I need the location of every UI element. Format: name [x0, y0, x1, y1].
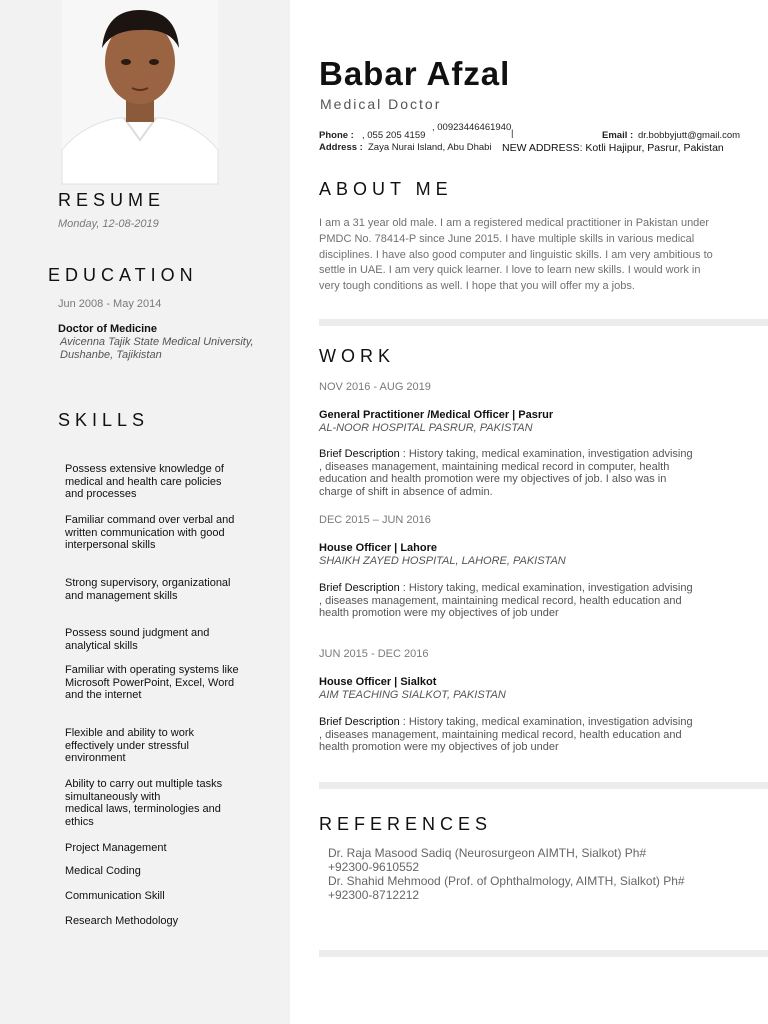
- education-heading: EDUCATION: [48, 265, 198, 285]
- phone-number-1: , 055 205 4159: [362, 130, 426, 141]
- job-organization: SHAIKH ZAYED HOSPITAL, LAHORE, PAKISTAN: [319, 555, 566, 567]
- job-title: House Officer | Lahore: [319, 542, 437, 554]
- resume-heading: RESUME: [58, 190, 166, 210]
- job-description: [319, 582, 694, 620]
- resume-date: Monday, 12-08-2019: [58, 218, 159, 230]
- education-degree: Doctor of Medicine: [58, 323, 158, 335]
- skill-item: Project Management: [65, 842, 167, 854]
- skill-item: Possess sound judgment and analytical skills: [65, 627, 210, 652]
- new-address: NEW ADDRESS: Kotli Hajipur, Pasrur, Pakistan: [502, 142, 724, 154]
- section-divider: [319, 319, 768, 326]
- section-divider: [319, 782, 768, 789]
- references-heading: REFERENCES: [319, 814, 493, 834]
- email-value[interactable]: dr.bobbyjutt@gmail.com: [638, 130, 741, 141]
- job-period: DEC 2015 – JUN 2016: [319, 514, 431, 526]
- skill-item: Medical Coding: [65, 865, 141, 877]
- job-period: JUN 2015 - DEC 2016: [319, 648, 429, 660]
- address-value: Zaya Nurai Island, Abu Dhabi: [368, 142, 492, 153]
- skills-heading: SKILLS: [58, 410, 150, 430]
- skill-item: medical laws, terminologies and ethics: [65, 803, 221, 828]
- profile-photo: [62, 0, 218, 184]
- address-label: Address :: [319, 142, 363, 153]
- phone-number-2: , 00923446461940: [432, 122, 512, 133]
- job-title: House Officer | Sialkot: [319, 676, 437, 688]
- job-description-text: : History taking, medical examination, investigation advising , diseases management, maintaining medical record, health education and health promotion were my objectives of job under: [319, 582, 693, 619]
- job-description-text: : History taking, medical examination, investigation advising , diseases management, maintaining medical record in computer, health education and health promotion were my objectives of job. I also was in charge of shift in absence of admin.: [319, 448, 693, 498]
- job-description: [319, 716, 694, 754]
- job-title: General Practitioner /Medical Officer | Pasrur: [319, 409, 554, 421]
- job-period: NOV 2016 - AUG 2019: [319, 381, 431, 393]
- about-heading: ABOUT ME: [319, 179, 453, 199]
- job-organization: AL-NOOR HOSPITAL PASRUR, PAKISTAN: [319, 422, 533, 434]
- email-label: Email :: [602, 130, 634, 141]
- skill-item: Ability to carry out multiple tasks simultaneously with: [65, 778, 223, 803]
- phone-separator: |: [511, 128, 514, 139]
- work-heading: WORK: [319, 346, 395, 366]
- section-divider: [319, 950, 768, 957]
- skill-item: Flexible and ability to work effectively under stressful environment: [65, 727, 195, 765]
- candidate-title: Medical Doctor: [320, 96, 442, 112]
- candidate-name: Babar Afzal: [319, 55, 511, 92]
- job-description: [319, 448, 694, 498]
- job-description-label: Brief Description: [319, 582, 400, 594]
- reference-item: Dr. Raja Masood Sadiq (Neurosurgeon AIMTH, Sialkot) Ph# +92300-9610552: [328, 846, 647, 874]
- skill-item: Familiar command over verbal and written communication with good interpersonal skills: [65, 514, 235, 552]
- job-description-label: Brief Description: [319, 448, 400, 460]
- skill-item: Possess extensive knowledge of medical and health care policies and processes: [65, 463, 224, 501]
- job-description-text: : History taking, medical examination, investigation advising , diseases management, maintaining medical record, health education and health promotion were my objectives of job under: [319, 716, 693, 753]
- reference-item: Dr. Shahid Mehmood (Prof. of Ophthalmology, AIMTH, Sialkot) Ph# +92300-8712212: [328, 874, 685, 902]
- education-school: Avicenna Tajik State Medical University, Dushanbe, Tajikistan: [60, 336, 254, 361]
- profile-photo-drawing: [62, 0, 218, 184]
- education-period: Jun 2008 - May 2014: [58, 298, 162, 310]
- phone-label: Phone :: [319, 130, 354, 141]
- job-organization: AIM TEACHING SIALKOT, PAKISTAN: [319, 689, 506, 701]
- job-description-label: Brief Description: [319, 716, 400, 728]
- skill-item: Communication Skill: [65, 890, 165, 902]
- skill-item: Research Methodology: [65, 915, 179, 927]
- skill-item: Familiar with operating systems like Microsoft PowerPoint, Excel, Word and the internet: [65, 664, 239, 702]
- skill-item: Strong supervisory, organizational and management skills: [65, 577, 231, 602]
- about-text: I am a 31 year old male. I am a registered medical practitioner in Pakistan under PMDC No. 78414-P since June 2015. I have multiple skills in various medical disciplines. I have also good computer and linguistic skills. I am very ambitious to settle in UAE. I am very quick learner. I love to learn new skills. I would work in very tough conditions as well. I hope that you will offer my a jobs.: [319, 217, 713, 293]
